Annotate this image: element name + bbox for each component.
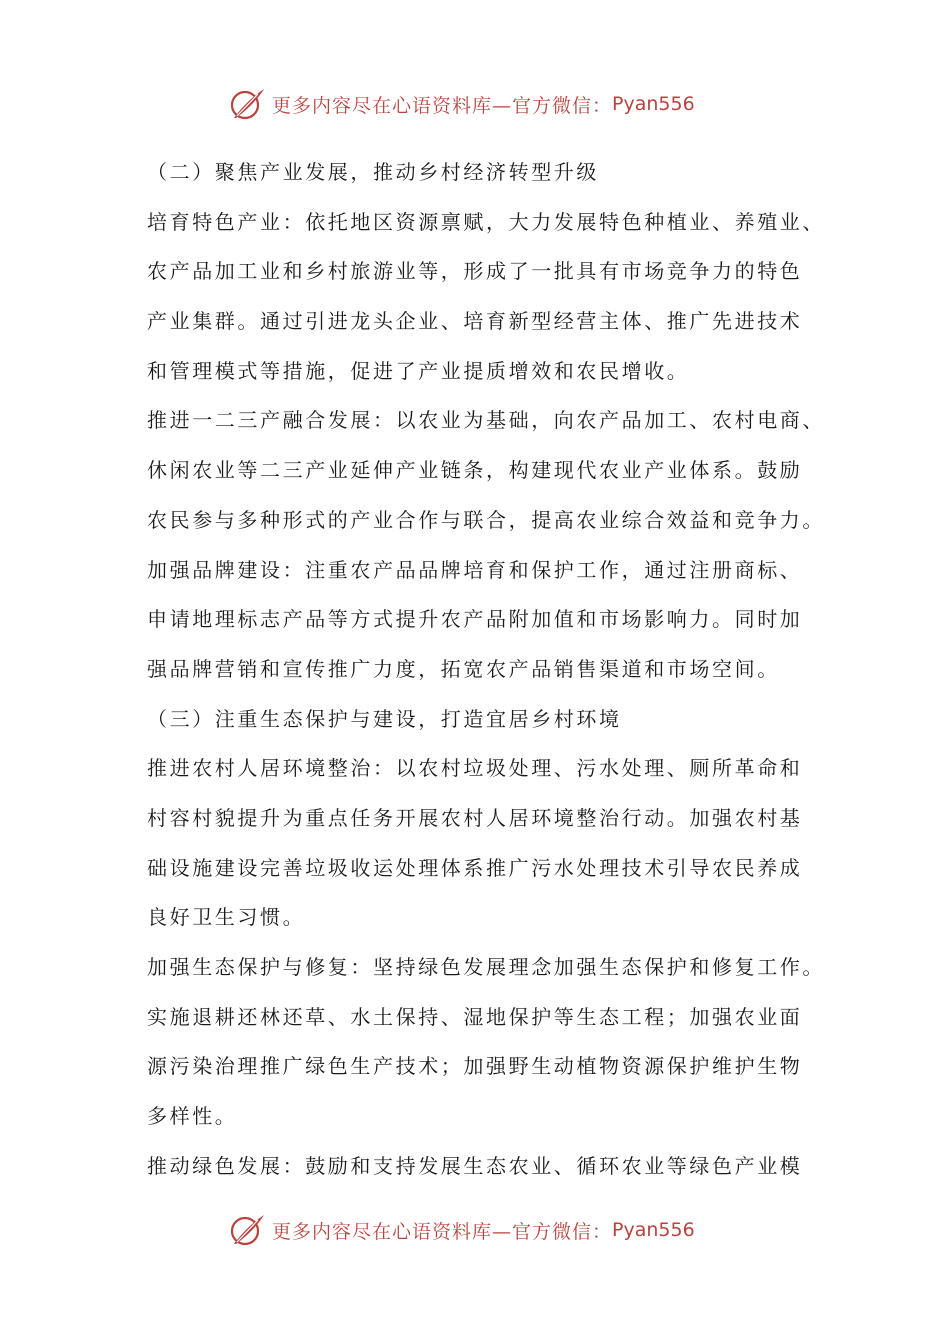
- text-line: 培育特色产业：依托地区资源禀赋，大力发展特色种植业、养殖业、: [147, 209, 825, 234]
- text-line: 推进一二三产融合发展：以农业为基础，向农产品加工、农村电商、: [147, 408, 825, 433]
- wechat-id: Pyan556: [612, 1219, 695, 1241]
- text-line: 和管理模式等措施，促进了产业提质增效和农民增收。: [147, 358, 690, 383]
- section-heading: （二）聚焦产业发展，推动乡村经济转型升级: [147, 160, 599, 184]
- text-line: 休闲农业等二三产业延伸产业链条，构建现代农业产业体系。鼓励: [147, 458, 803, 483]
- header-banner: [228, 84, 748, 124]
- text-line: 良好卫生习惯。: [147, 905, 306, 930]
- document-body: [147, 148, 827, 1191]
- banner-text: 更多内容尽在心语资料库—官方微信：: [272, 94, 613, 117]
- text-line: 推进农村人居环境整治：以农村垃圾处理、污水处理、厕所革命和: [147, 756, 803, 781]
- text-line: 产业集群。通过引进龙头企业、培育新型经营主体、推广先进技术: [147, 309, 803, 334]
- quill-pen-icon: [228, 1211, 266, 1249]
- section-heading: （三）注重生态保护与建设，打造宜居乡村环境: [147, 706, 622, 731]
- text-line: 多样性。: [147, 1104, 238, 1129]
- banner-text: 更多内容尽在心语资料库—官方微信：: [272, 1220, 613, 1243]
- text-line: 源污染治理推广绿色生产技术；加强野生动植物资源保护维护生物: [147, 1054, 803, 1079]
- text-line: 农产品加工业和乡村旅游业等，形成了一批具有市场竞争力的特色: [147, 259, 803, 284]
- text-line: 强品牌营销和宣传推广力度，拓宽农产品销售渠道和市场空间。: [147, 656, 780, 681]
- quill-pen-icon: [228, 85, 266, 123]
- text-line: 农民参与多种形式的产业合作与联合，提高农业综合效益和竞争力。: [147, 507, 825, 532]
- footer-banner: [228, 1210, 748, 1250]
- text-line: 加强品牌建设：注重农产品品牌培育和保护工作，通过注册商标、: [147, 557, 803, 582]
- text-line: 村容村貌提升为重点任务开展农村人居环境整治行动。加强农村基: [147, 805, 803, 830]
- text-line: 加强生态保护与修复：坚持绿色发展理念加强生态保护和修复工作。: [147, 955, 825, 979]
- text-line: 推动绿色发展：鼓励和支持发展生态农业、循环农业等绿色产业模: [147, 1153, 803, 1178]
- text-line: 础设施建设完善垃圾收运处理体系推广污水处理技术引导农民养成: [147, 855, 803, 880]
- text-line: 实施退耕还林还草、水土保持、湿地保护等生态工程；加强农业面: [147, 1004, 803, 1029]
- wechat-id: Pyan556: [612, 93, 695, 115]
- text-line: 申请地理标志产品等方式提升农产品附加值和市场影响力。同时加: [147, 607, 803, 632]
